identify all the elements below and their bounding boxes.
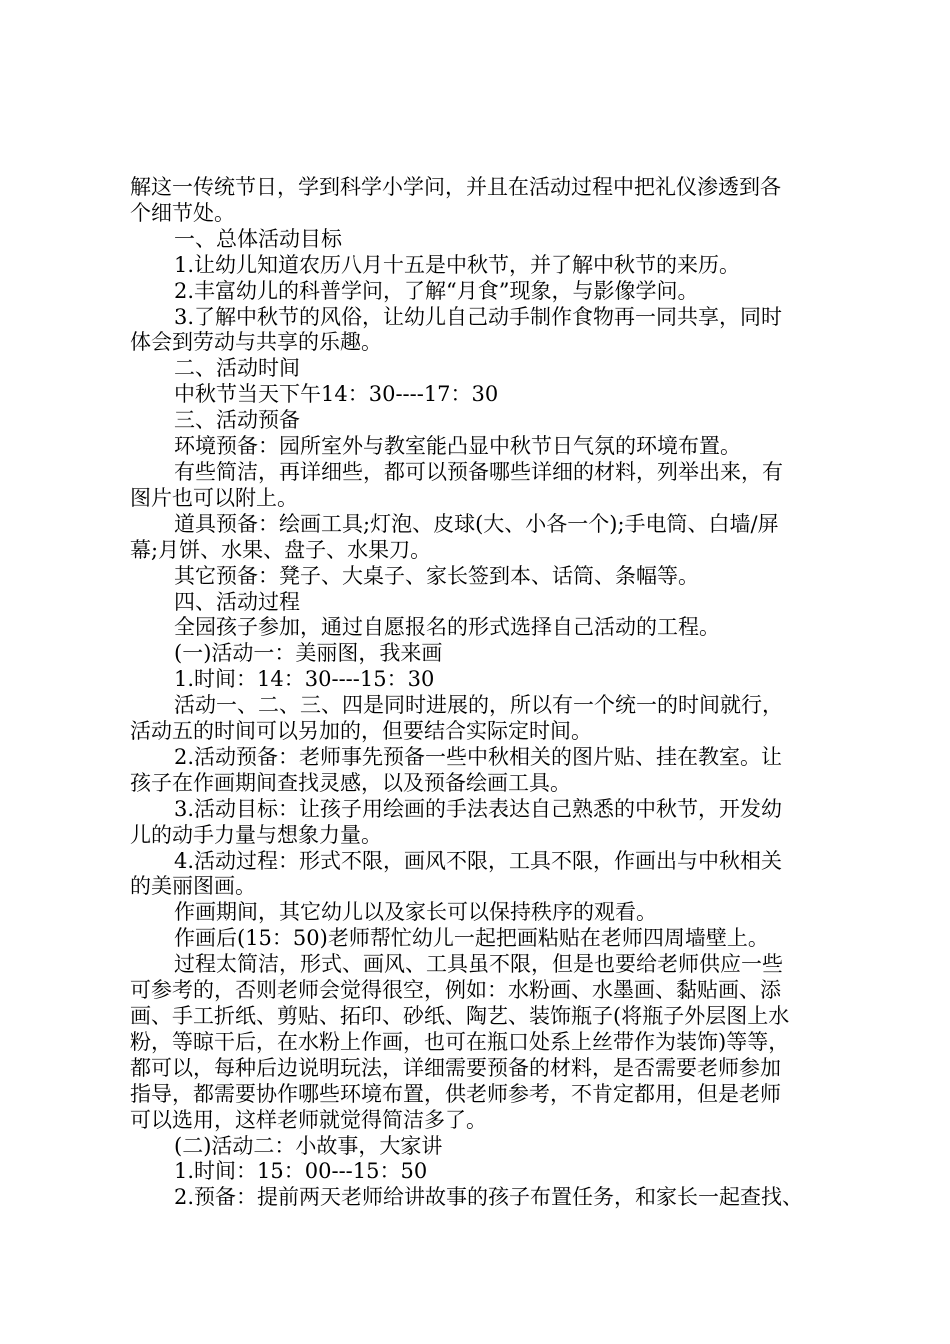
text-line: 三、活动预备 [174, 408, 300, 433]
text-line: 指导，都需要协作哪些环境布置，供老师参考，不肯定都用，但是老师 [130, 1081, 781, 1106]
text-line: 2.预备：提前两天老师给讲故事的孩子布置任务，和家长一起查找、 [174, 1185, 804, 1210]
text-line: 都可以，每种后边说明玩法，详细需要预备的材料，是否需要老师参加 [130, 1055, 781, 1080]
text-line: 粉，等晾干后，在水粉上作画，也可在瓶口处系上丝带作为装饰)等等， [130, 1029, 790, 1054]
text-line: 中秋节当天下午14：30----17：30 [174, 382, 499, 407]
text-line: 图片也可以附上。 [130, 485, 298, 510]
text-line: 二、活动时间 [174, 356, 300, 381]
text-line: 儿的动手力量与想象力量。 [130, 822, 382, 847]
text-line: 过程太简洁，形式、画风、工具虽不限，但是也要给老师供应一些 [174, 952, 783, 977]
text-line: 解这一传统节日，学到科学小学问，并且在活动过程中把礼仪渗透到各 [130, 175, 781, 199]
text-line: 活动一、二、三、四是同时进展的，所以有一个统一的时间就行， [174, 693, 783, 718]
text-line: 3.活动目标：让孩子用绘画的手法表达自己熟悉的中秋节，开发幼 [174, 796, 783, 821]
text-line: 1.时间：14：30----15：30 [174, 667, 435, 692]
text-line: 3.了解中秋节的风俗，让幼儿自己动手制作食物再一同共享，同时 [174, 304, 783, 329]
text-line: 体会到劳动与共享的乐趣。 [130, 330, 382, 355]
text-line: 可参考的，否则老师会觉得很空，例如：水粉画、水墨画、黏贴画、添 [130, 978, 781, 1003]
text-line: 1.让幼儿知道农历八月十五是中秋节，并了解中秋节的来历。 [174, 252, 741, 277]
text-line: (二)活动二：小故事，大家讲 [174, 1133, 443, 1158]
text-line: (一)活动一：美丽图，我来画 [174, 641, 443, 666]
text-line: 道具预备：绘画工具;灯泡、皮球(大、小各一个);手电筒、白墙/屏 [174, 511, 779, 536]
text-line: 4.活动过程：形式不限，画风不限，工具不限，作画出与中秋相关 [174, 848, 783, 873]
text-line: 2.活动预备：老师事先预备一些中秋相关的图片贴、挂在教室。让 [174, 744, 783, 769]
text-line: 全园孩子参加，通过自愿报名的形式选择自己活动的工程。 [174, 615, 720, 640]
text-line: 环境预备：园所室外与教室能凸显中秋节日气氛的环境布置。 [174, 434, 741, 459]
text-line: 其它预备：凳子、大桌子、家长签到本、话筒、条幅等。 [174, 563, 699, 588]
text-line: 可以选用，这样老师就觉得简洁多了。 [130, 1107, 487, 1132]
text-line: 个细节处。 [130, 200, 235, 225]
text-line: 2.丰富幼儿的科普学问，了解“月食”现象，与影像学问。 [174, 278, 699, 303]
text-line: 孩子在作画期间查找灵感，以及预备绘画工具。 [130, 770, 571, 795]
text-line: 的美丽图画。 [130, 874, 256, 899]
document-body [130, 175, 842, 1211]
text-line: 作画期间，其它幼儿以及家长可以保持秩序的观看。 [174, 900, 657, 925]
text-line: 作画后(15：50)老师帮忙幼儿一起把画粘贴在老师四周墙壁上。 [174, 926, 769, 951]
text-line: 幕;月饼、水果、盘子、水果刀。 [130, 537, 432, 562]
text-line: 画、手工折纸、剪贴、拓印、砂纸、陶艺、装饰瓶子(将瓶子外层图上水 [130, 1004, 790, 1028]
text-line: 四、活动过程 [174, 589, 300, 614]
text-line: 1.时间：15：00---15：50 [174, 1159, 428, 1184]
text-line: 活动五的时间可以另加的，但要结合实际定时间。 [130, 719, 592, 744]
text-line: 一、总体活动目标 [174, 226, 342, 251]
text-line: 有些简洁，再详细些，都可以预备哪些详细的材料，列举出来，有 [174, 459, 783, 484]
